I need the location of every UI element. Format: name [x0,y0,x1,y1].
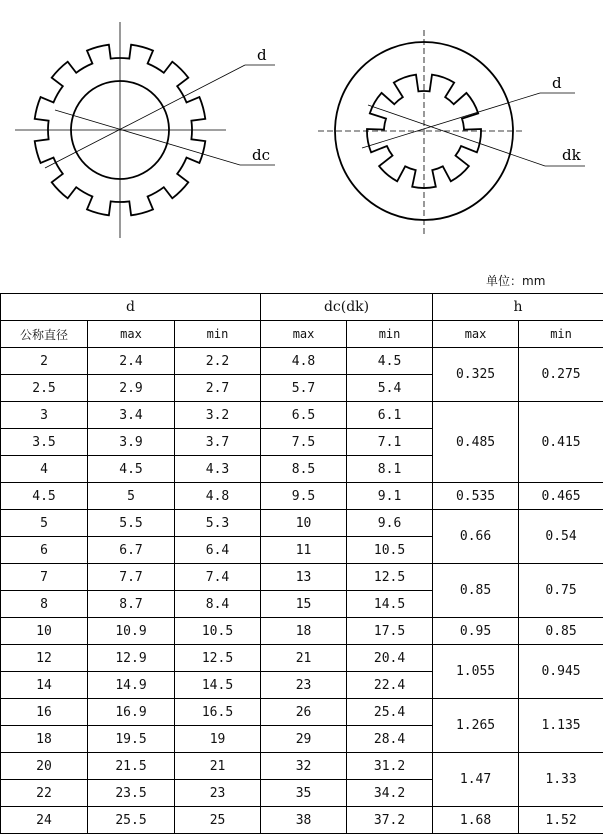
unit-note: 单位：mm [486,274,546,288]
cell-h-min: 0.54 [519,510,603,564]
cell-nominal: 3 [1,402,88,429]
table-row [1,402,603,429]
table-row [1,753,603,780]
cell-nominal: 12 [1,645,88,672]
cell-dc-min: 8.1 [347,456,433,483]
cell-dc-max: 8.5 [261,456,347,483]
cell-nominal: 14 [1,672,88,699]
cell-h-max: 0.85 [433,564,519,618]
cell-nominal: 7 [1,564,88,591]
cell-d-max: 12.9 [88,645,175,672]
cell-h-max: 0.535 [433,483,519,510]
cell-nominal: 22 [1,780,88,807]
cell-d-max: 3.4 [88,402,175,429]
cell-nominal: 2 [1,348,88,375]
cell-h-max: 0.485 [433,402,519,483]
cell-dc-min: 12.5 [347,564,433,591]
cell-d-min: 3.2 [175,402,261,429]
cell-d-min: 7.4 [175,564,261,591]
cell-h-max: 0.95 [433,618,519,645]
cell-dc-min: 25.4 [347,699,433,726]
cell-dc-max: 35 [261,780,347,807]
leader-dc [55,110,240,165]
cell-dc-min: 9.1 [347,483,433,510]
cell-d-max: 16.9 [88,699,175,726]
cell-d-max: 19.5 [88,726,175,753]
cell-d-min: 10.5 [175,618,261,645]
cell-d-min: 14.5 [175,672,261,699]
cell-nominal: 5 [1,510,88,537]
cell-d-min: 2.7 [175,375,261,402]
cell-d-min: 16.5 [175,699,261,726]
table-row [1,483,603,510]
cell-dc-max: 5.7 [261,375,347,402]
label-d-right: d [552,74,562,92]
cell-dc-min: 22.4 [347,672,433,699]
sub-header-row [1,321,603,348]
cell-h-max: 0.325 [433,348,519,402]
cell-d-min: 3.7 [175,429,261,456]
cell-d-max: 21.5 [88,753,175,780]
internal-tooth-washer-view [318,30,585,236]
cell-dc-max: 4.8 [261,348,347,375]
cell-d-max: 10.9 [88,618,175,645]
cell-nominal: 16 [1,699,88,726]
header-h: h [433,294,603,321]
leader-d [45,65,245,168]
external-tooth-washer-view [15,22,275,238]
cell-nominal: 20 [1,753,88,780]
cell-dc-min: 34.2 [347,780,433,807]
cell-dc-max: 18 [261,618,347,645]
header-d-min: min [175,321,261,348]
cell-d-max: 4.5 [88,456,175,483]
cell-dc-min: 17.5 [347,618,433,645]
header-h-min: min [519,321,603,348]
cell-d-max: 14.9 [88,672,175,699]
cell-dc-max: 7.5 [261,429,347,456]
cell-nominal: 3.5 [1,429,88,456]
cell-dc-max: 9.5 [261,483,347,510]
cell-dc-min: 4.5 [347,348,433,375]
cell-dc-max: 13 [261,564,347,591]
cell-dc-min: 10.5 [347,537,433,564]
group-header-row [1,294,603,321]
cell-d-min: 4.3 [175,456,261,483]
cell-d-max: 5.5 [88,510,175,537]
header-dc-dk: dc(dk) [261,294,433,321]
header-dc-max: max [261,321,347,348]
cell-d-max: 23.5 [88,780,175,807]
label-dc-left: dc [252,146,271,164]
cell-d-min: 12.5 [175,645,261,672]
cell-h-max: 1.68 [433,807,519,834]
cell-nominal: 18 [1,726,88,753]
cell-dc-min: 14.5 [347,591,433,618]
spec-table-body [1,348,603,834]
cell-dc-min: 5.4 [347,375,433,402]
cell-h-min: 1.33 [519,753,603,807]
table-row [1,564,603,591]
cell-d-max: 6.7 [88,537,175,564]
header-d-max: max [88,321,175,348]
cell-h-min: 1.135 [519,699,603,753]
cell-nominal: 8 [1,591,88,618]
cell-h-max: 1.055 [433,645,519,699]
cell-dc-max: 10 [261,510,347,537]
header-h-max: max [433,321,519,348]
cell-h-min: 0.85 [519,618,603,645]
cell-dc-max: 23 [261,672,347,699]
cell-dc-min: 37.2 [347,807,433,834]
cell-nominal: 4.5 [1,483,88,510]
cell-d-min: 21 [175,753,261,780]
cell-h-max: 1.47 [433,753,519,807]
cell-d-min: 23 [175,780,261,807]
table-row [1,807,603,834]
cell-dc-max: 38 [261,807,347,834]
cell-h-min: 0.465 [519,483,603,510]
table-row [1,348,603,375]
cell-d-max: 8.7 [88,591,175,618]
cell-d-min: 6.4 [175,537,261,564]
cell-d-max: 2.9 [88,375,175,402]
cell-d-min: 8.4 [175,591,261,618]
cell-dc-min: 31.2 [347,753,433,780]
cell-dc-min: 28.4 [347,726,433,753]
cell-d-max: 25.5 [88,807,175,834]
cell-nominal: 24 [1,807,88,834]
cell-dc-max: 21 [261,645,347,672]
cell-d-min: 5.3 [175,510,261,537]
cell-h-min: 0.75 [519,564,603,618]
cell-d-max: 3.9 [88,429,175,456]
cell-nominal: 2.5 [1,375,88,402]
cell-h-max: 0.66 [433,510,519,564]
cell-d-max: 7.7 [88,564,175,591]
spec-table [0,293,603,834]
label-dk-right: dk [562,146,581,164]
cell-d-max: 2.4 [88,348,175,375]
cell-dc-max: 26 [261,699,347,726]
cell-d-min: 25 [175,807,261,834]
cell-dc-max: 29 [261,726,347,753]
table-row [1,645,603,672]
table-row [1,618,603,645]
cell-h-min: 0.945 [519,645,603,699]
cell-nominal: 4 [1,456,88,483]
table-row [1,510,603,537]
header-dc-min: min [347,321,433,348]
cell-dc-min: 7.1 [347,429,433,456]
cell-nominal: 6 [1,537,88,564]
cell-dc-max: 11 [261,537,347,564]
cell-d-min: 2.2 [175,348,261,375]
header-d: d [1,294,261,321]
header-nominal-diameter: 公称直径 [1,321,88,348]
cell-dc-min: 20.4 [347,645,433,672]
cell-dc-max: 32 [261,753,347,780]
cell-h-min: 0.415 [519,402,603,483]
cell-h-min: 0.275 [519,348,603,402]
cell-dc-max: 6.5 [261,402,347,429]
table-row [1,699,603,726]
washer-drawings [0,0,603,262]
cell-dc-min: 6.1 [347,402,433,429]
cell-dc-max: 15 [261,591,347,618]
cell-dc-min: 9.6 [347,510,433,537]
cell-h-max: 1.265 [433,699,519,753]
cell-d-min: 4.8 [175,483,261,510]
label-d-left: d [257,46,267,64]
cell-d-max: 5 [88,483,175,510]
cell-h-min: 1.52 [519,807,603,834]
cell-nominal: 10 [1,618,88,645]
cell-d-min: 19 [175,726,261,753]
